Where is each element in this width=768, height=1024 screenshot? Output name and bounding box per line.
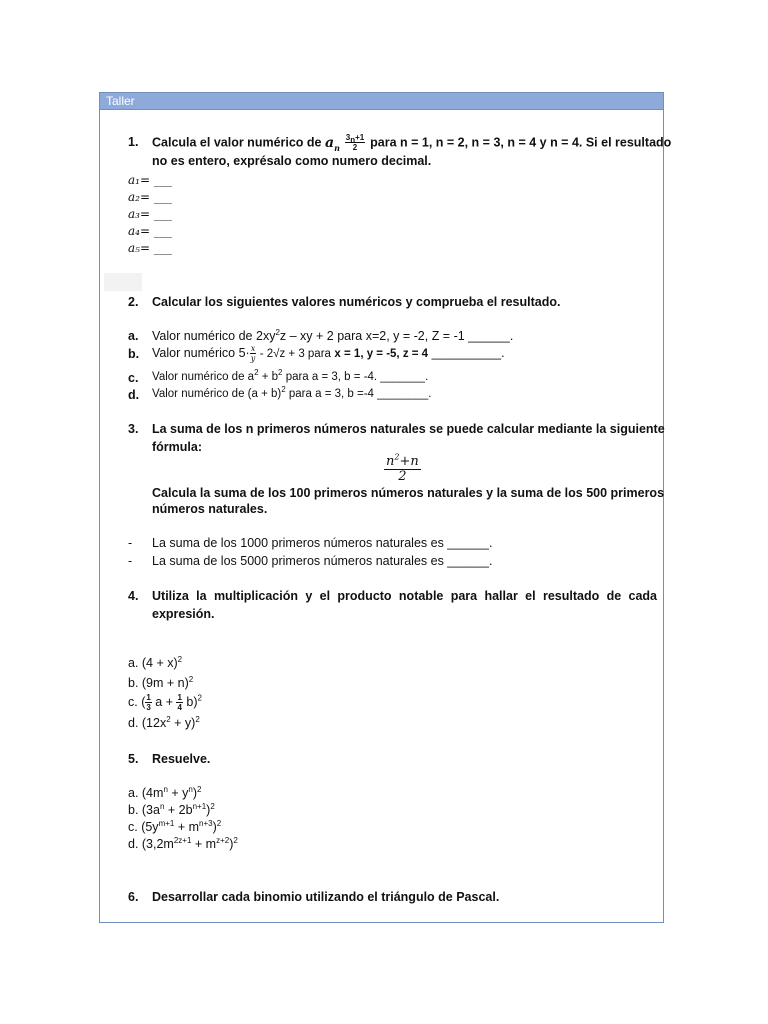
q2-b-text-3: x = 1, y = -5, z = 4 [334, 347, 429, 360]
header-title: Taller [106, 94, 135, 108]
q5-number: 5. [128, 752, 139, 766]
q3-number: 3. [128, 422, 139, 436]
q1-answer-4: a₄= ___ [128, 224, 172, 238]
q2-item-d: Valor numérico de $(a + b)^2$ para a = 3, b =-4 ________. [152, 385, 432, 400]
q1-answer-1: a₁= ___ [128, 173, 172, 187]
q3-line-3: Calcula la suma de los 100 primeros números naturales y la suma de los 500 primeros [152, 486, 665, 500]
q2-d-label: d. [128, 388, 140, 402]
q1-formula: $a_n$ $\frac{3_n+1}{2}$ [325, 133, 365, 153]
q2-number: 2. [128, 295, 139, 309]
q3-line-2: fórmula: [152, 440, 202, 454]
shaded-block [104, 273, 142, 291]
q4-line-2: expresión. [152, 607, 215, 621]
q3-line-1: La suma de los n primeros números naturales se puede calcular mediante la siguiente [152, 422, 665, 436]
q1-line-2: no es entero, exprésalo como numero decimal. [152, 154, 432, 168]
q1-formula-fraction: $\frac{3_n+1}{2}$ [345, 133, 365, 152]
document-frame [99, 92, 672, 923]
q2-item-c: Valor numérico de $a^2 + b^2$ para a = 3, b = -4. _______. [152, 368, 429, 383]
q2-item-a: Valor numérico de $2xy^2z$ – xy + 2 para x=2, y = -2, Z = -1 ______. [152, 327, 514, 343]
q1-number: 1. [128, 135, 139, 149]
q3-bullet-dash-2: - [128, 554, 133, 568]
q1-answer-5: a₅= ___ [128, 241, 172, 255]
q4-item-a: a. $(4 + x)^2$ [128, 654, 183, 670]
header-bar [100, 93, 663, 110]
q2-c-text-3: para a = 3, b = -4. _______. [285, 371, 429, 383]
q3-formula-fraction: $\frac{n^2+n}{2}$ [386, 452, 419, 484]
q5-item-a: a. $(4m^n + y^n)^2$ [128, 784, 202, 800]
q2-a-text-1: Valor numérico de 2xy [152, 329, 276, 343]
q1-text-b: para n = 1, n = 2, n = 3, n = 4 y n = 4. Si el resultado [370, 135, 672, 150]
q2-a-label: a. [128, 329, 139, 343]
q2-a-text-2: z – xy + 2 para x=2, y = -2, Z = -1 ______. [279, 329, 514, 343]
q2-b-text-2: - 2√z + 3 para [259, 347, 331, 360]
q2-c-text-1: Valor numérico de a [152, 371, 255, 383]
q4-item-d: d. $(12x^2 + y)^2$ [128, 714, 200, 730]
q2-d-text-2: para a = 3, b =-4 ________. [288, 388, 432, 400]
q3-bullet-1: La suma de los 1000 primeros números naturales es ______. [152, 536, 493, 550]
q5-title: Resuelve. [152, 752, 211, 766]
q4-number: 4. [128, 589, 139, 603]
q4-item-b: b. $(9m + n)^2$ [128, 674, 194, 690]
q2-title: Calcular los siguientes valores numéricos y comprueba el resultado. [152, 295, 561, 309]
q4-line-1: Utiliza la multiplicación y el producto notable para hallar el resultado de cada [152, 589, 657, 603]
q6-title: Desarrollar cada binomio utilizando el triángulo de Pascal. [152, 890, 500, 904]
q1-text-a: Calcula el valor numérico de [152, 135, 322, 150]
q3-bullet-2: La suma de los 5000 primeros números naturales es ______. [152, 554, 493, 568]
q3-formula [384, 452, 421, 485]
q2-c-text-2: + b [261, 371, 279, 383]
q4-item-c: c. ( $\frac{1}{3}$ a + $\frac{1}{4}$ b)$^2$ [128, 693, 202, 712]
q3-bullet-dash-1: - [128, 536, 133, 550]
q2-b-fraction: $\frac{x}{y}$ [250, 344, 256, 363]
q2-c-label: c. [128, 371, 139, 385]
q3-line-4: números naturales. [152, 502, 268, 516]
q2-b-text-1: Valor numérico 5· [152, 345, 250, 360]
q5-item-c: c. $(5y^{m+1} + m^{n+3})^2$ [128, 818, 222, 834]
q1-line-1 [152, 133, 671, 152]
q2-item-b [152, 344, 505, 363]
q5-item-b: b. $(3a^n + 2b^{n+1})^2$ [128, 801, 215, 817]
q2-b-label: b. [128, 347, 140, 361]
q1-answer-3: a₃= ___ [128, 207, 172, 221]
q1-answer-2: a₂= ___ [128, 190, 172, 204]
q5-item-d: d. $(3,2m^{2z+1} + m^{z+2})^2$ [128, 835, 238, 851]
q6-number: 6. [128, 890, 139, 904]
q2-d-text-1: Valor numérico de (a + b) [152, 388, 282, 400]
q2-b-text-4: __________. [431, 345, 505, 360]
